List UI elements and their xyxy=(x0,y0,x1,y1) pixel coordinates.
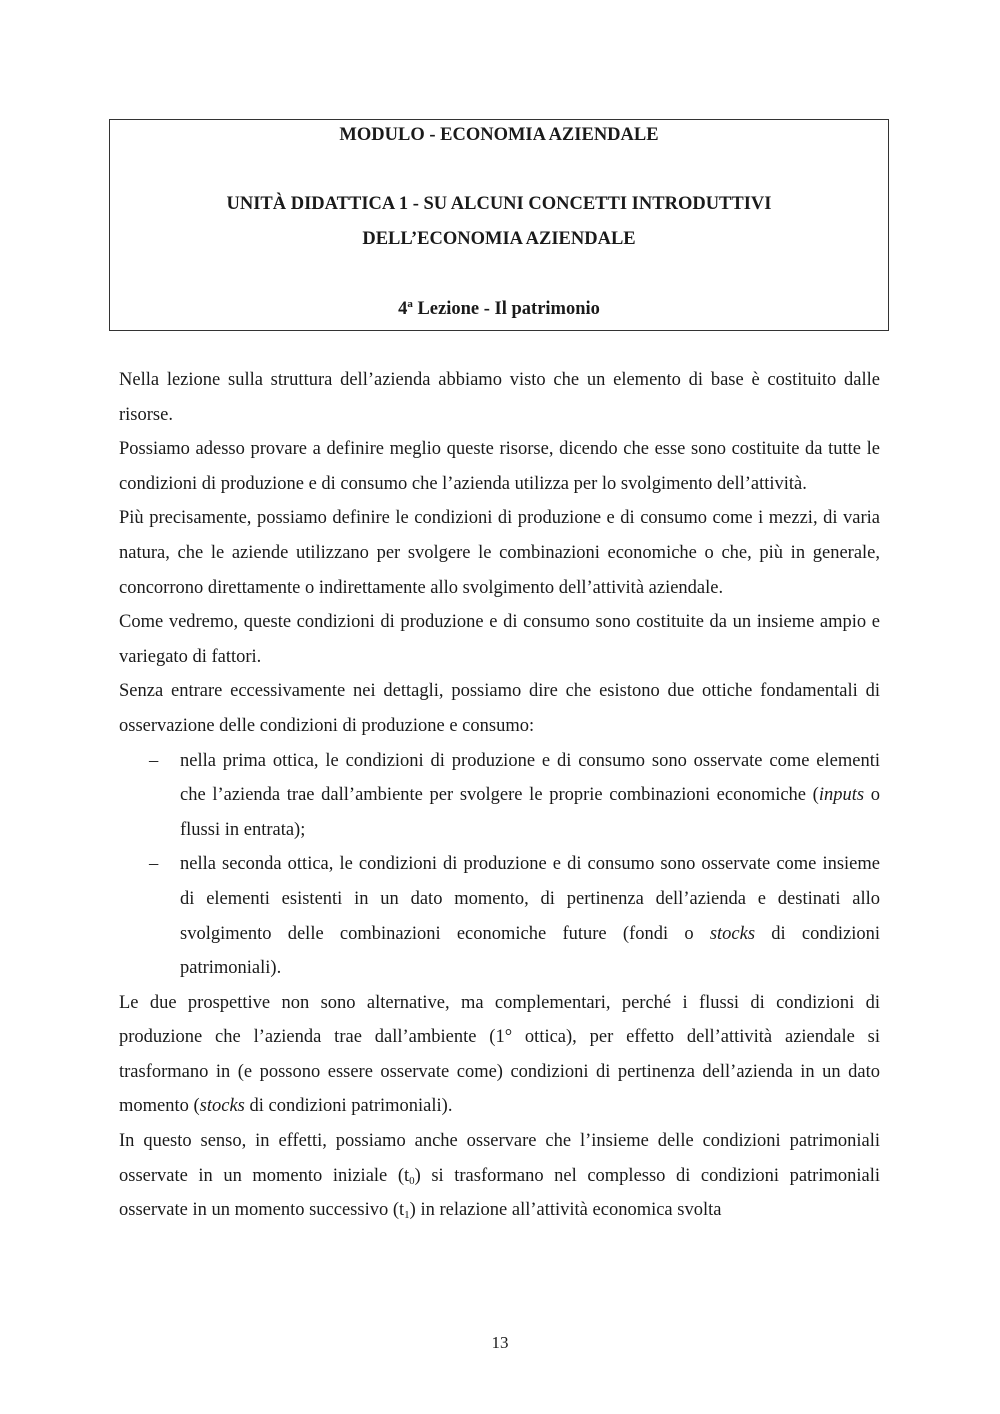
paragraph-4: Come vedremo, queste condizioni di produzione e di consumo sono costituite da un insieme ampio e variegato di fattori. xyxy=(119,612,880,667)
lesson-title xyxy=(110,297,888,321)
paragraph-1: Nella lezione sulla struttura dell’azienda abbiamo visto che un elemento di base è costituito dalle risorse. xyxy=(119,370,880,425)
italic-term: stocks xyxy=(199,1096,245,1117)
bullet-marker: – xyxy=(149,750,159,771)
page-number: 13 xyxy=(491,1333,509,1352)
italic-term: stocks xyxy=(709,923,756,944)
module-title: MODULO - ECONOMIA AZIENDALE xyxy=(339,125,659,145)
lesson-title-text: Lezione - Il patrimonio xyxy=(412,299,600,319)
paragraph-2: Possiamo adesso provare a definire meglio queste risorse, dicendo che esse sono costituite da tutte le condizioni di produzione e di consumo che l’azienda utilizza per lo svolgimento dell’attività. xyxy=(119,439,880,494)
bullet-item-2: – nella seconda ottica, le condizioni di produzione e di consumo sono osservate come insieme di elementi esistenti in un dato momento, di pertinenza dell’azienda e destinati allo svolgimento delle combinazioni economiche future (fondi o stocks di condizioni patrimoniali). xyxy=(119,847,880,985)
lesson-header-box xyxy=(109,119,889,331)
lesson-number: 4 xyxy=(398,299,408,319)
subscript-0: 0 xyxy=(409,1174,415,1187)
bullet-list xyxy=(119,744,880,986)
italic-term: inputs xyxy=(818,785,865,806)
body-text xyxy=(119,363,880,1228)
unit-title-line-1: UNITÀ DIDATTICA 1 - SU ALCUNI CONCETTI INTRODUTTIVI xyxy=(226,194,772,214)
subscript-1: 1 xyxy=(404,1209,410,1222)
bullet-marker: – xyxy=(149,854,159,875)
lesson-ordinal-suffix: a xyxy=(407,298,413,310)
paragraph-7: In questo senso, in effetti, possiamo anche osservare che l’insieme delle condizioni patrimoniali osservate in un momento iniziale $(t_0)$ si trasformano nel complesso di condizioni patrimoniali osservate in un momento successivo $(t_1)$ in relazione all’attività economica svolta xyxy=(119,1131,880,1222)
paragraph-3: Più precisamente, possiamo definire le condizioni di produzione e di consumo come i mezzi, di varia natura, che le aziende utilizzano per svolgere le combinazioni economiche o che, più in generale, concorrono direttamente o indirettamente allo svolgimento dell’attività aziendale. xyxy=(119,508,880,598)
bullet-item-1: – nella prima ottica, le condizioni di produzione e di consumo sono osservate come elementi che l’azienda trae dall’ambiente per svolgere le proprie combinazioni economiche (inputs o flussi in entrata); xyxy=(119,744,880,848)
unit-title-line-2: DELL’ECONOMIA AZIENDALE xyxy=(362,229,636,249)
paragraph-5: Senza entrare eccessivamente nei dettagli, possiamo dire che esistono due ottiche fondamentali di osservazione delle condizioni di produzione e consumo: xyxy=(119,681,880,736)
paragraph-6: Le due prospettive non sono alternative, ma complementari, perché i flussi di condizioni di produzione che l’azienda trae dall’ambiente (1° ottica), per effetto dell’attività aziendale si trasformano in (e possono essere osservate come) condizioni di pertinenza dell’azienda in un dato momento (stocks di condizioni patrimoniali). xyxy=(119,992,880,1117)
